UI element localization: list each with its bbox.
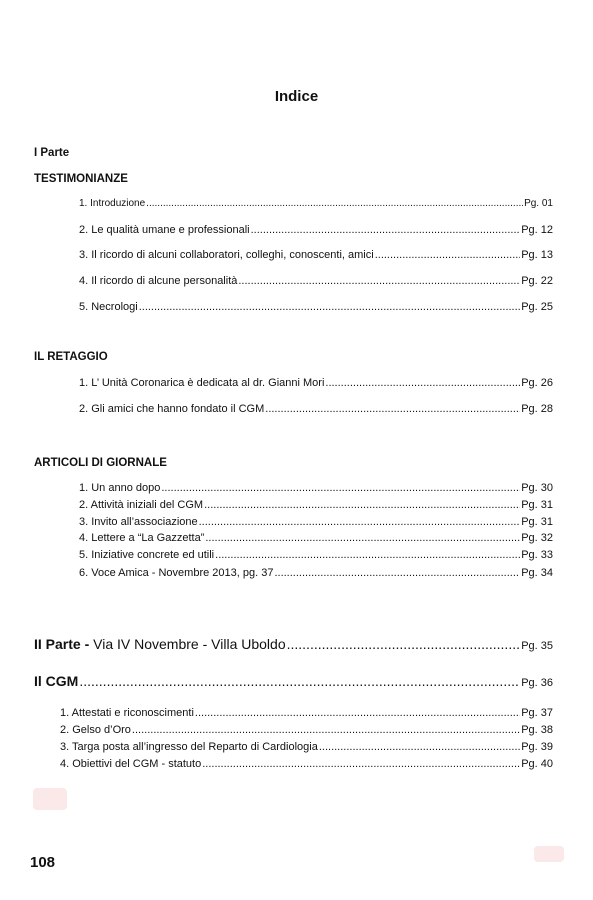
toc-entry-part-two[interactable] (34, 636, 553, 652)
toc-entry-page: Pg. 38 (521, 724, 553, 736)
toc-entry[interactable] (79, 532, 553, 544)
toc-entry[interactable] (60, 758, 553, 770)
section-heading-articoli: ARTICOLI DI GIORNALE (34, 457, 167, 469)
toc-entry[interactable] (79, 482, 553, 494)
toc-entry-page: Pg. 40 (521, 758, 553, 770)
leader-dots (204, 499, 520, 511)
leader-dots (205, 532, 520, 544)
leader-dots (139, 301, 520, 313)
part-one-label: I Parte (34, 147, 70, 159)
toc-entry[interactable] (79, 198, 553, 209)
leader-dots (251, 224, 521, 236)
leader-dots (161, 482, 520, 494)
leader-dots (146, 198, 523, 209)
leader-dots (202, 758, 520, 770)
toc-entry-label: 2. Attività iniziali del CGM (79, 499, 204, 511)
leader-dots (265, 403, 520, 415)
leader-dots (325, 377, 520, 389)
toc-entry-label: 3. Targa posta all’ingresso del Reparto di Cardiologia (60, 741, 318, 753)
toc-entry-label: 1. L’ Unità Coronarica è dedicata al dr. Gianni Mori (79, 377, 325, 389)
toc-entry[interactable] (79, 516, 553, 528)
toc-entry-label: 6. Voce Amica - Novembre 2013, pg. 37 (79, 567, 274, 579)
print-smudge (534, 846, 564, 862)
toc-entry[interactable] (79, 499, 553, 511)
leader-dots (238, 275, 520, 287)
toc-entry[interactable] (79, 567, 553, 579)
toc-entry-page: Pg. 28 (521, 403, 553, 415)
toc-entry-label: 2. Gli amici che hanno fondato il CGM (79, 403, 265, 415)
toc-entry-page: Pg. 31 (521, 499, 553, 511)
toc-entry[interactable] (79, 377, 553, 389)
toc-entry-label: 4. Lettere a “La Gazzetta” (79, 532, 205, 544)
toc-entry-label: 5. Necrologi (79, 301, 138, 313)
toc-entry-page: Pg. 30 (521, 482, 553, 494)
toc-entry-page: Pg. 26 (521, 377, 553, 389)
part-two-title: Via IV Novembre - Villa Uboldo (89, 636, 286, 652)
toc-entry-page: Pg. 36 (521, 677, 553, 689)
toc-entry-page: Pg. 01 (524, 198, 553, 209)
section-heading-testimonianze: TESTIMONIANZE (34, 173, 128, 185)
toc-entry-page: Pg. 34 (521, 567, 553, 579)
part-two-label: II Parte - (34, 636, 90, 652)
toc-entry[interactable] (79, 403, 553, 415)
toc-entry[interactable] (79, 301, 553, 313)
toc-entry-label: 3. Il ricordo di alcuni collaboratori, colleghi, conoscenti, amici (79, 249, 374, 261)
toc-entry-label: 2. Gelso d’Oro (60, 724, 131, 736)
toc-entry[interactable] (79, 224, 553, 236)
toc-entry-label: 2. Le qualità umane e professionali (79, 224, 250, 236)
leader-dots (319, 741, 520, 753)
toc-entry-label: 1. Introduzione (79, 198, 146, 209)
toc-entry-page: Pg. 37 (521, 707, 553, 719)
leader-dots (195, 707, 520, 719)
toc-entry-label: 3. Invito all’associazione (79, 516, 198, 528)
toc-entry-label: 1. Attestati e riconoscimenti (60, 707, 194, 719)
toc-entry-page: Pg. 25 (521, 301, 553, 313)
toc-entry-label: 4. Obiettivi del CGM - statuto (60, 758, 202, 770)
toc-entry[interactable] (79, 249, 553, 261)
section-heading-retaggio: IL RETAGGIO (34, 351, 108, 363)
print-smudge (33, 788, 67, 810)
toc-entry[interactable] (60, 724, 553, 736)
toc-entry-page: Pg. 12 (521, 224, 553, 236)
leader-dots (199, 516, 521, 528)
index-title: Indice (274, 88, 319, 105)
page-number: 108 (30, 854, 56, 871)
toc-entry-page: Pg. 35 (521, 640, 553, 652)
toc-entry-page: Pg. 33 (521, 549, 553, 561)
leader-dots (274, 567, 520, 579)
toc-entry-page: Pg. 22 (521, 275, 553, 287)
toc-entry[interactable] (60, 707, 553, 719)
leader-dots (79, 673, 520, 689)
toc-entry-page: Pg. 32 (521, 532, 553, 544)
cgm-heading: Il CGM (34, 673, 79, 689)
toc-entry[interactable] (60, 741, 553, 753)
leader-dots (132, 724, 520, 736)
toc-entry-label: 1. Un anno dopo (79, 482, 161, 494)
leader-dots (287, 636, 521, 652)
toc-entry[interactable] (79, 275, 553, 287)
toc-entry-page: Pg. 31 (521, 516, 553, 528)
leader-dots (375, 249, 520, 261)
leader-dots (215, 549, 520, 561)
toc-entry-cgm[interactable] (34, 673, 553, 689)
toc-entry[interactable] (79, 549, 553, 561)
toc-entry-label: 5. Iniziative concrete ed utili (79, 549, 215, 561)
toc-entry-page: Pg. 39 (521, 741, 553, 753)
toc-entry-label: 4. Il ricordo di alcune personalità (79, 275, 238, 287)
toc-entry-page: Pg. 13 (521, 249, 553, 261)
